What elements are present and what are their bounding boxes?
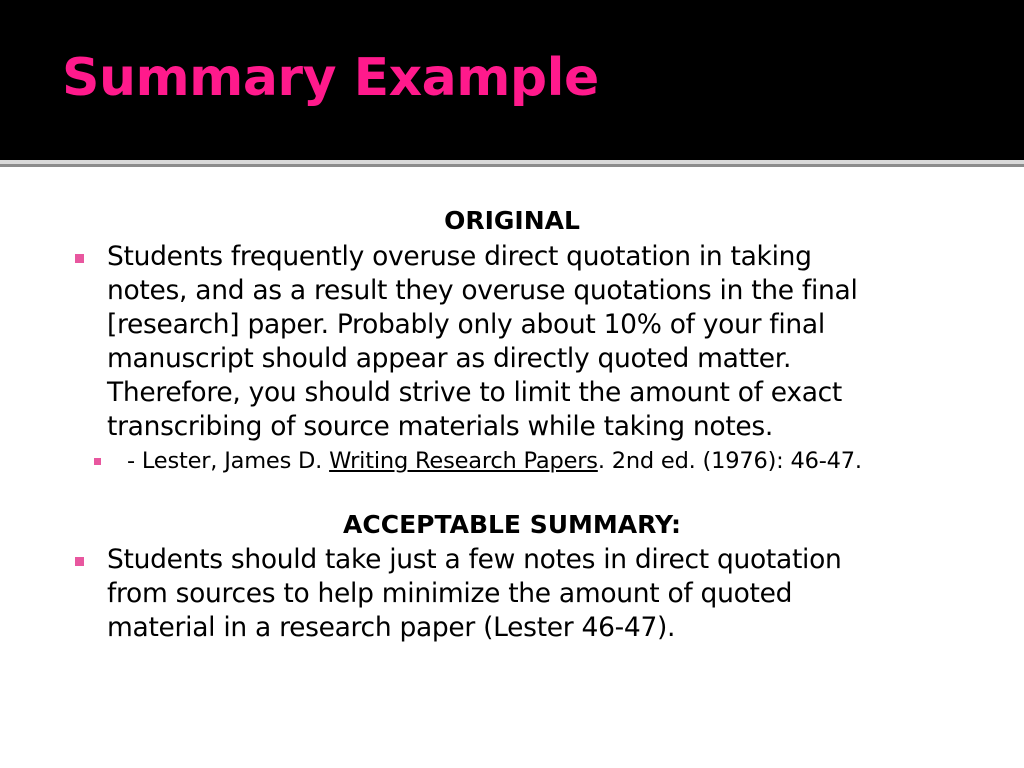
- original-paragraph: [107, 240, 1007, 444]
- sub-bullet-square-icon: [94, 458, 101, 465]
- citation: [127, 446, 862, 476]
- divider-dark: [0, 164, 1024, 167]
- title-bar: [0, 0, 1024, 160]
- summary-line: from sources to help minimize the amount of quoted: [107, 578, 793, 609]
- citation-author: - Lester, James D.: [127, 448, 330, 474]
- bullet-square-icon: [75, 557, 84, 566]
- summary-paragraph: [107, 543, 1007, 645]
- original-heading: ORIGINAL: [444, 206, 580, 235]
- bullet-square-icon: [75, 254, 84, 263]
- original-line: [research] paper. Probably only about 10% of your final: [107, 309, 825, 340]
- citation-details: . 2nd ed. (1976): 46-47.: [597, 448, 862, 474]
- summary-line: Students should take just a few notes in direct quotation: [107, 544, 842, 575]
- original-line: Therefore, you should strive to limit the amount of exact: [107, 377, 843, 408]
- original-line: transcribing of source materials while taking notes.: [107, 411, 774, 442]
- original-line: manuscript should appear as directly quoted matter.: [107, 343, 792, 374]
- citation-book-title: Writing Research Papers: [329, 448, 598, 474]
- original-line: notes, and as a result they overuse quotations in the final: [107, 275, 858, 306]
- slide-title: Summary Example: [62, 48, 599, 108]
- summary-heading: ACCEPTABLE SUMMARY:: [343, 510, 681, 539]
- original-line: Students frequently overuse direct quotation in taking: [107, 241, 812, 272]
- summary-line: material in a research paper (Lester 46-47).: [107, 612, 676, 643]
